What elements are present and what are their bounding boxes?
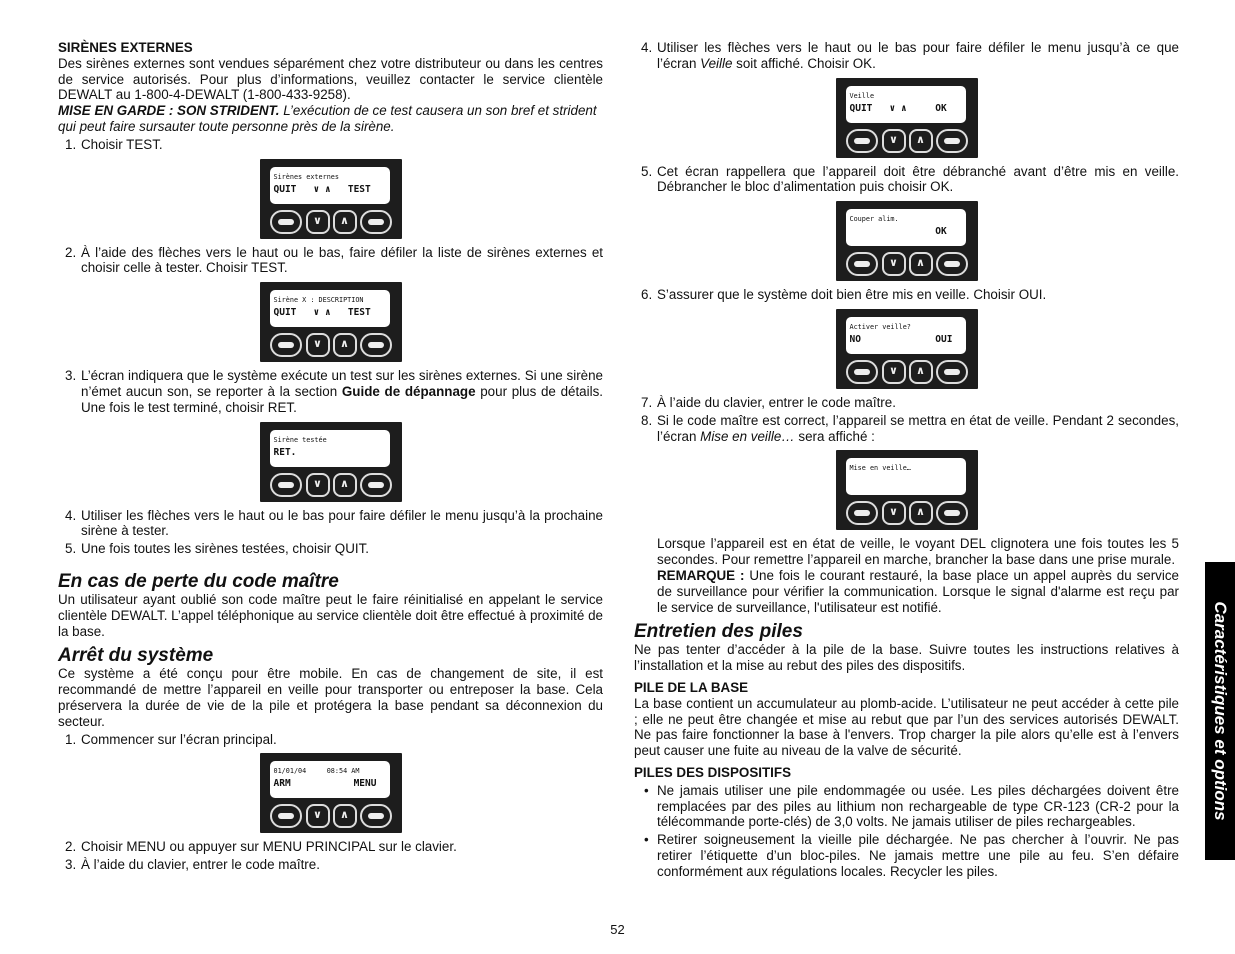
down-arrow-key-icon: ∨ (306, 333, 330, 357)
list-item (58, 508, 603, 540)
lcd-display (846, 458, 966, 495)
step-number: 1. (65, 136, 77, 152)
sirenes-warning (58, 103, 603, 135)
right-soft-key-icon (936, 252, 968, 276)
step-number: 5. (641, 163, 653, 179)
up-arrow-key-icon: ∧ (333, 473, 357, 497)
subheading-pile-base: PILE DE LA BASE (634, 679, 749, 695)
lcd-line-1: 01/01/04 08:54 AM (273, 767, 360, 776)
up-arrow-key-icon: ∧ (909, 501, 933, 525)
keypad-buttons (270, 210, 392, 234)
right-column (634, 38, 1179, 880)
list-item (634, 832, 1179, 879)
left-soft-key-icon (270, 804, 302, 828)
step-number: 7. (641, 394, 653, 410)
list-item (58, 839, 603, 855)
step-text-em: Mise en veille… (700, 428, 795, 444)
down-arrow-key-icon: ∨ (882, 360, 906, 384)
lcd-screen-image (260, 159, 402, 239)
section-heading-arret: Arrêt du système (58, 645, 214, 667)
lcd-screen-image (836, 201, 978, 281)
down-arrow-key-icon: ∨ (306, 473, 330, 497)
list-item (634, 164, 1179, 196)
step-text: S’assurer que le système doit bien être mis en veille. Choisir OUI. (657, 287, 1047, 303)
keypad-buttons (270, 804, 392, 828)
right-soft-key-icon (360, 333, 392, 357)
subheading-piles-dispositifs: PILES DES DISPOSITIFS (634, 764, 791, 780)
lcd-line-1: Sirènes externes (273, 172, 339, 181)
list-item (58, 541, 603, 557)
remarque-text: Une fois le courant restauré, la base place un appel auprès du service de surveillance pour vérifier la communication. Lorsque le signal d'alarme est reçu par le service de surveillance, l'utilisateur est notifié. (657, 567, 1179, 615)
step-number: 4. (65, 507, 77, 523)
section-heading-sirenes: SIRÈNES EXTERNES (58, 40, 193, 55)
right-soft-key-icon (360, 804, 392, 828)
bullet-text: Retirer soigneusement la vieille pile déchargée. Ne pas chercher à l’ouvrir. Ne pas retirer l’étiquette d’un bloc-piles. Ne jamais mettre une pile au feu. S’en défaire conformément aux régulations locales. Recycler les piles. (657, 832, 1179, 879)
lcd-line-1: Couper alim. (849, 215, 899, 224)
right-soft-key-icon (360, 210, 392, 234)
down-arrow-key-icon: ∨ (306, 210, 330, 234)
left-soft-key-icon (270, 210, 302, 234)
arret-text: Ce système a été conçu pour être mobile. En cas de changement de site, il est recommandé de mettre l’appareil en veille pour transporter ou entreposer la base. Cela préservera la durée de vie de la pile et protégera la base pendant sa déconnexion du secteur. (58, 666, 603, 729)
lcd-line-2: QUIT ∨ ∧ TEST (273, 307, 371, 319)
keypad-buttons (270, 333, 392, 357)
up-arrow-key-icon: ∧ (333, 210, 357, 234)
keypad-buttons (846, 252, 968, 276)
down-arrow-key-icon: ∨ (306, 804, 330, 828)
lcd-display (270, 290, 390, 327)
lcd-line-2: QUIT ∨ ∧ OK (849, 102, 947, 114)
step-number: 2. (65, 839, 77, 855)
list-item (634, 413, 1179, 445)
lcd-screen-image (836, 450, 978, 530)
lcd-display (270, 761, 390, 798)
lcd-display (270, 430, 390, 467)
left-soft-key-icon (846, 360, 878, 384)
down-arrow-key-icon: ∨ (882, 501, 906, 525)
right-soft-key-icon (360, 473, 392, 497)
up-arrow-key-icon: ∧ (333, 804, 357, 828)
lcd-line-1: Veille (849, 91, 875, 100)
list-item (634, 40, 1179, 72)
warning-text: L’exécution de ce test causera un son bref et strident qui peut faire sursauter toute personne près de la sirène. (58, 103, 597, 134)
step-number: 8. (641, 412, 653, 428)
remarque-label: REMARQUE : (657, 567, 745, 583)
step-number: 4. (641, 40, 653, 55)
right-soft-key-icon (936, 360, 968, 384)
keypad-buttons (270, 473, 392, 497)
right-soft-key-icon (936, 129, 968, 153)
step-number: 2. (65, 244, 77, 260)
step-text: Cet écran rappellera que l’appareil doit être débranché avant d’être mis en veille. Débrancher le bloc d’alimentation puis choisir OK. (657, 163, 1179, 195)
lcd-line-2: ARM MENU (273, 778, 377, 790)
list-item (634, 783, 1179, 830)
section-heading-entretien: Entretien des piles (634, 621, 803, 643)
remarque-note (634, 568, 1179, 615)
step-text-pre: Si le code maître est correct, l’appareil se mettra en état de veille. Pendant 2 secondes, l’écran (657, 412, 1179, 444)
lcd-line-1: Sirène testée (273, 435, 327, 444)
left-soft-key-icon (270, 473, 302, 497)
list-item (634, 395, 1179, 411)
section-heading-perte: En cas de perte du code maître (58, 570, 339, 592)
left-soft-key-icon (270, 333, 302, 357)
bullet-text: Ne jamais utiliser une pile endommagée ou usée. Les piles déchargées doivent être remplacées par des piles au lithium non rechargeable de type CR-123 (CR-2 pour la télécommande porte-clés) de 3,0 volts. Ne jamais utiliser de piles rechargeables. (657, 782, 1179, 830)
bullet-icon: • (644, 782, 649, 798)
keypad-buttons (846, 360, 968, 384)
warning-label: MISE EN GARDE : SON STRIDENT. (58, 103, 280, 119)
lcd-line-1: Mise en veille… (849, 464, 911, 473)
step-number: 1. (65, 731, 77, 747)
down-arrow-key-icon: ∨ (882, 252, 906, 276)
side-tab-label: Caractéristiques et options (1210, 601, 1230, 821)
step-text: À l’aide des flèches vers le haut ou le bas, faire défiler la liste de sirènes externes et choisir celle à tester. Choisir TEST. (81, 244, 603, 276)
step-text: À l’aide du clavier, entrer le code maître. (81, 857, 320, 873)
lcd-display (846, 317, 966, 354)
step-number: 6. (641, 287, 653, 303)
left-soft-key-icon (846, 252, 878, 276)
entretien-text: Ne pas tenter d’accéder à la pile de la base. Suivre toutes les instructions relatives à l’installation et la mise au rebut des piles des dispositifs. (634, 642, 1179, 674)
step-text: À l’aide du clavier, entrer le code maître. (657, 394, 896, 410)
down-arrow-key-icon: ∨ (882, 129, 906, 153)
lcd-display (270, 167, 390, 204)
lcd-display (846, 209, 966, 246)
list-item (58, 368, 603, 415)
step-number: 3. (65, 857, 77, 873)
lcd-line-2: OK (849, 226, 947, 238)
up-arrow-key-icon: ∧ (909, 360, 933, 384)
step-text-post: sera affiché : (794, 428, 875, 444)
keypad-buttons (846, 501, 968, 525)
lcd-screen-image (260, 753, 402, 833)
list-item (634, 287, 1179, 303)
lcd-line-2: NO OUI (849, 333, 953, 345)
side-tab (1205, 562, 1235, 860)
standby-note: Lorsque l’appareil est en état de veille, le voyant DEL clignotera une fois toutes les 5 secondes. Pour remettre l’appareil en marche, brancher la base dans une prise murale. (657, 536, 1179, 568)
step-text-post: soit affiché. Choisir OK. (732, 55, 876, 71)
step-number: 3. (65, 368, 77, 384)
list-item (58, 857, 603, 873)
list-item (58, 732, 603, 748)
step-number: 5. (65, 541, 77, 557)
step-text: Une fois toutes les sirènes testées, choisir QUIT. (81, 541, 370, 557)
right-soft-key-icon (936, 501, 968, 525)
up-arrow-key-icon: ∧ (909, 129, 933, 153)
step-text: Choisir TEST. (81, 136, 163, 152)
left-soft-key-icon (846, 501, 878, 525)
step-text-bold: Guide de dépannage (341, 383, 476, 399)
step-text: Commencer sur l’écran principal. (81, 731, 277, 747)
lcd-display (846, 86, 966, 123)
step-text-pre: L’écran indiquera que le système exécute un test sur les sirènes externes. Si une sirène n’émet aucun son, se reporter à la section (81, 368, 603, 399)
step-text-post: pour plus de détails. Une fois le test terminé, choisir RET. (81, 383, 603, 415)
lcd-screen-image (836, 78, 978, 158)
pile-base-text: La base contient un accumulateur au plomb-acide. L’utilisateur ne peut accéder à cette pile ; elle ne peut être changée et mise au rebut que par l’un des services autorisés DEWALT. Ne pas faire fonctionner la base à l'envers. Trop charger la pile alors qu’elle est à l’envers peut causer une fuite au niveau de la valve de sécurité. (634, 695, 1179, 759)
step-text: Choisir MENU ou appuyer sur MENU PRINCIPAL sur le clavier. (81, 839, 457, 855)
lcd-screen-image (836, 309, 978, 389)
perte-text: Un utilisateur ayant oublié son code maître peut le faire réinitialisé en appelant le service clientèle DEWALT. L’appel téléphonique au service clientèle doit être effectué à proximité de la base. (58, 591, 603, 639)
bullet-icon: • (644, 832, 649, 848)
step-text-em: Veille (700, 55, 733, 71)
up-arrow-key-icon: ∧ (333, 333, 357, 357)
left-soft-key-icon (846, 129, 878, 153)
up-arrow-key-icon: ∧ (909, 252, 933, 276)
sirenes-intro: Des sirènes externes sont vendues séparément chez votre distributeur ou dans les centres de service autorisés. Pour plus d’informations, veuillez contacter le service clientèle DEWALT au 1-800-4-DEWALT (1-800-433-9258). (58, 55, 603, 103)
lcd-line-1: Activer veille? (849, 322, 911, 331)
lcd-line-1: Sirène X : DESCRIPTION (273, 296, 364, 305)
lcd-line-2: RET. (273, 446, 297, 458)
step-text-pre: Utiliser les flèches vers le haut ou le bas pour faire défiler le menu jusqu’à ce que l’écran (657, 40, 1179, 71)
lcd-line-2: QUIT ∨ ∧ TEST (273, 183, 371, 195)
lcd-screen-image (260, 282, 402, 362)
step-text: Utiliser les flèches vers le haut ou le bas pour faire défiler le menu jusqu’à la prochaine sirène à tester. (81, 507, 603, 539)
lcd-screen-image (260, 422, 402, 502)
list-item (58, 137, 603, 153)
left-column (58, 38, 603, 873)
list-item (58, 245, 603, 277)
page-number: 52 (610, 922, 625, 937)
keypad-buttons (846, 129, 968, 153)
